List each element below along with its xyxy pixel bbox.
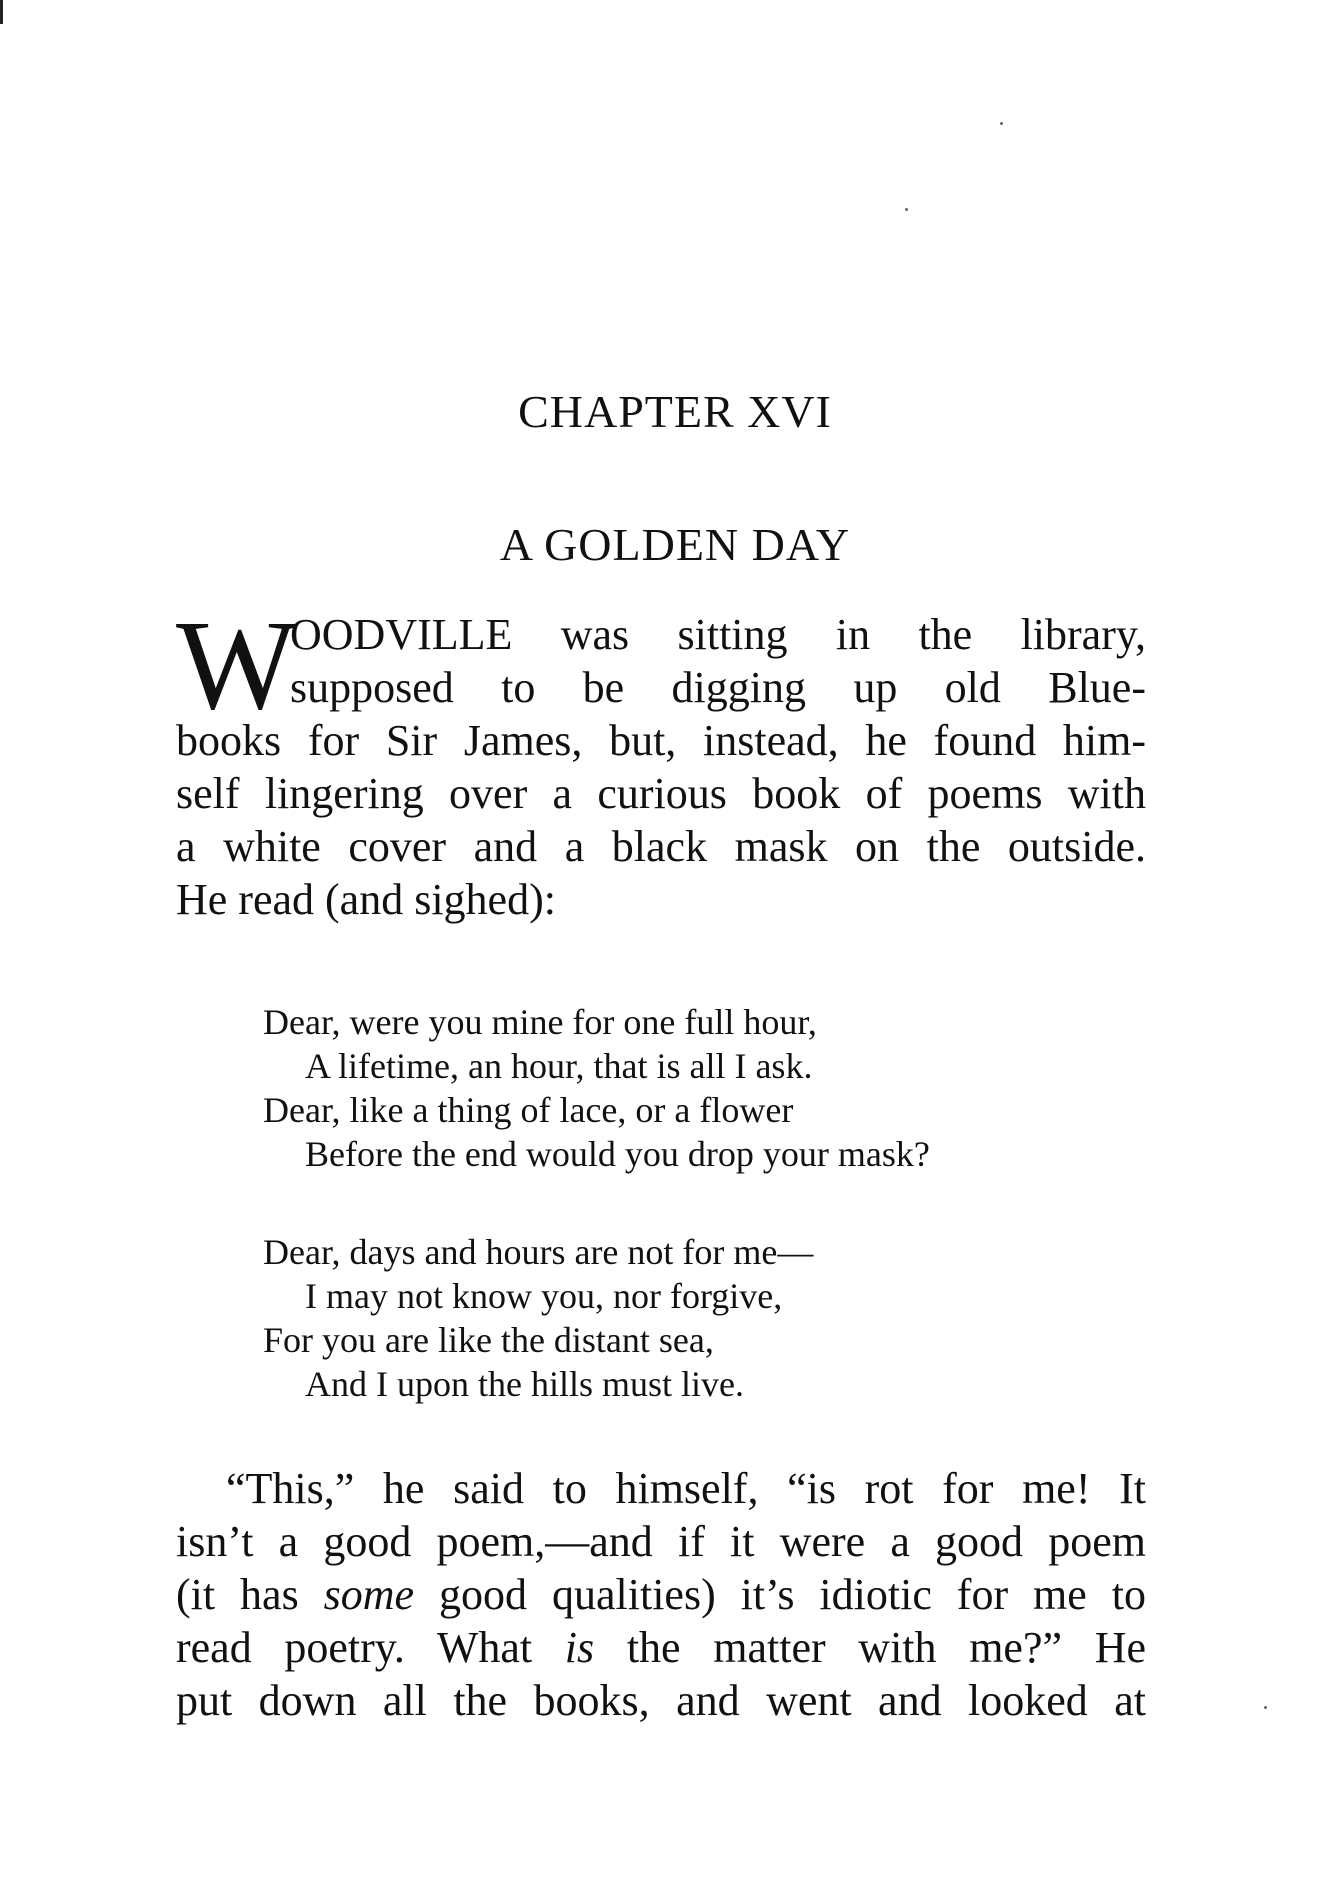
chapter-number <box>0 385 1334 438</box>
paragraph-line: “This,” he said to himself, “is rot for me! It <box>226 1464 1146 1513</box>
chapter-title-text: A GOLDEN DAY <box>499 519 851 570</box>
closing-paragraph <box>176 1462 1146 1727</box>
poem-stanza-1 <box>263 1000 930 1176</box>
poem-line: I may not know you, nor forgive, <box>305 1276 783 1316</box>
poem-line: Dear, were you mine for one full hour, <box>263 1002 817 1042</box>
poem-line: Dear, days and hours are not for me— <box>263 1232 814 1272</box>
paragraph-line <box>176 1568 1146 1621</box>
paper-speck <box>905 208 908 211</box>
paragraph-line: supposed to be digging up old Blue- <box>290 663 1146 712</box>
paper-speck <box>1264 1706 1267 1709</box>
paragraph-line: OODVILLE was sitting in the library, <box>290 610 1146 659</box>
poem-line: A lifetime, an hour, that is all I ask. <box>305 1046 813 1086</box>
paragraph-line: a white cover and a black mask on the outside. <box>176 822 1146 871</box>
emphasis-is: is <box>564 1623 595 1672</box>
paper-speck <box>1000 122 1003 125</box>
paragraph-line: put down all the books, and went and looked at <box>176 1676 1146 1725</box>
paragraph-line <box>176 1621 1146 1674</box>
poem-line: And I upon the hills must live. <box>305 1364 744 1404</box>
drop-cap: W <box>176 594 297 736</box>
paragraph-line: books for Sir James, but, instead, he found him- <box>176 716 1146 765</box>
page-edge-mark <box>0 0 3 24</box>
paragraph-line: self lingering over a curious book of poems with <box>176 769 1146 818</box>
chapter-number-text: CHAPTER XVI <box>518 386 832 437</box>
paragraph-line: He read (and sighed): <box>176 875 556 924</box>
poem-line: Before the end would you drop your mask? <box>305 1134 930 1174</box>
opening-paragraph <box>176 594 1146 926</box>
chapter-title <box>0 518 1334 571</box>
emphasis-some: some <box>323 1570 415 1619</box>
line-text: the matter with me?” He <box>594 1623 1146 1672</box>
poem-line: For you are like the distant sea, <box>263 1320 714 1360</box>
line-text: (it has <box>176 1570 324 1619</box>
line-text: read poetry. What <box>176 1623 565 1672</box>
poem-line: Dear, like a thing of lace, or a flower <box>263 1090 794 1130</box>
line-text: good qualities) it’s idiotic for me to <box>414 1570 1146 1619</box>
poem-stanza-2 <box>263 1230 813 1406</box>
paragraph-line: isn’t a good poem,—and if it were a good poem <box>176 1517 1146 1566</box>
